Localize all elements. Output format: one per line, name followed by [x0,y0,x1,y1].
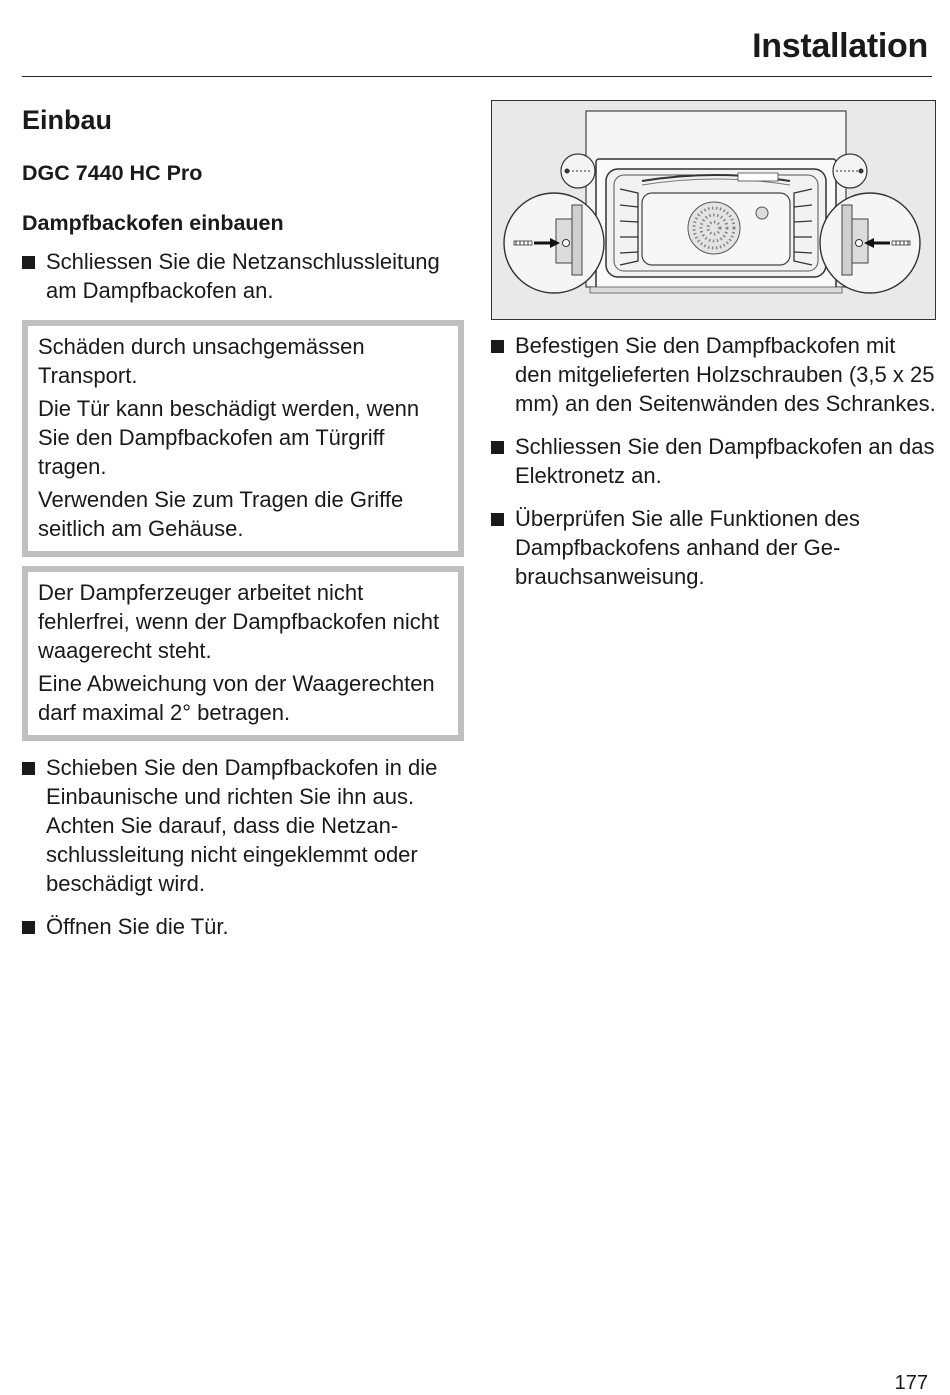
bullet-square-icon [491,340,504,353]
instruction-text: Öffnen Sie die Tür. [46,914,229,939]
warning-box-transport [22,320,464,557]
instruction-connect-cable [22,247,464,305]
oven-installation-icon [492,101,935,319]
instruction-text: Schliessen Sie den Dampfbackofen an das Elektronetz an. [515,434,935,488]
bullet-square-icon [491,513,504,526]
section-title: Einbau [22,105,113,135]
instruction-slide-in [22,753,464,898]
left-column [22,100,464,941]
instruction-open-door [22,912,464,941]
right-column [491,100,936,591]
instruction-text: Befestigen Sie den Dampfbackofen mit den mitgelieferten Holzschrauben (3,5 x 25 mm) an den Seitenwänden des Schrankes. [515,333,936,416]
page-header-title: Installation [752,27,928,65]
instruction-connect-power [491,432,936,490]
instruction-text: Überprüfen Sie alle Funktionen des Dampfbackofens anhand der Gebrauchsanweisung. [515,506,860,589]
instruction-text: Schliessen Sie die Netzanschlussleitung am Dampfbackofen an. [46,249,440,303]
bullet-square-icon [22,256,35,269]
warning-text: Eine Abweichung von der Waagerechten darf maximal 2° betragen. [38,671,435,725]
page-number: 177 [894,1372,928,1394]
header-divider [22,76,932,77]
bullet-square-icon [22,921,35,934]
subsection-title: Dampfbackofen einbauen [22,211,284,235]
warning-text: Schäden durch unsachgemässen Transport. [38,334,365,388]
instruction-fasten-screws [491,331,936,418]
model-name: DGC 7440 HC Pro [22,161,203,185]
instruction-text: Schieben Sie den Dampfbackofen in die Einbaunische und richten Sie ihn aus. [46,755,438,809]
warning-text: Verwenden Sie zum Tragen die Griffe seitlich am Gehäuse. [38,487,404,541]
bullet-square-icon [491,441,504,454]
warning-text: Die Tür kann beschädigt werden, wenn Sie den Dampfbackofen am Türgriff tragen. [38,396,420,479]
instruction-text: Achten Sie darauf, dass die Netzanschlussleitung nicht eingeklemmt oder beschädigt wird. [46,813,418,896]
warning-text: Der Dampferzeuger arbeitet nicht fehlerfrei, wenn der Dampfbackofen nicht waagerecht steht. [38,580,440,663]
oven-installation-figure [491,100,936,320]
warning-box-level [22,566,464,741]
instruction-check-functions [491,504,936,591]
bullet-square-icon [22,762,35,775]
